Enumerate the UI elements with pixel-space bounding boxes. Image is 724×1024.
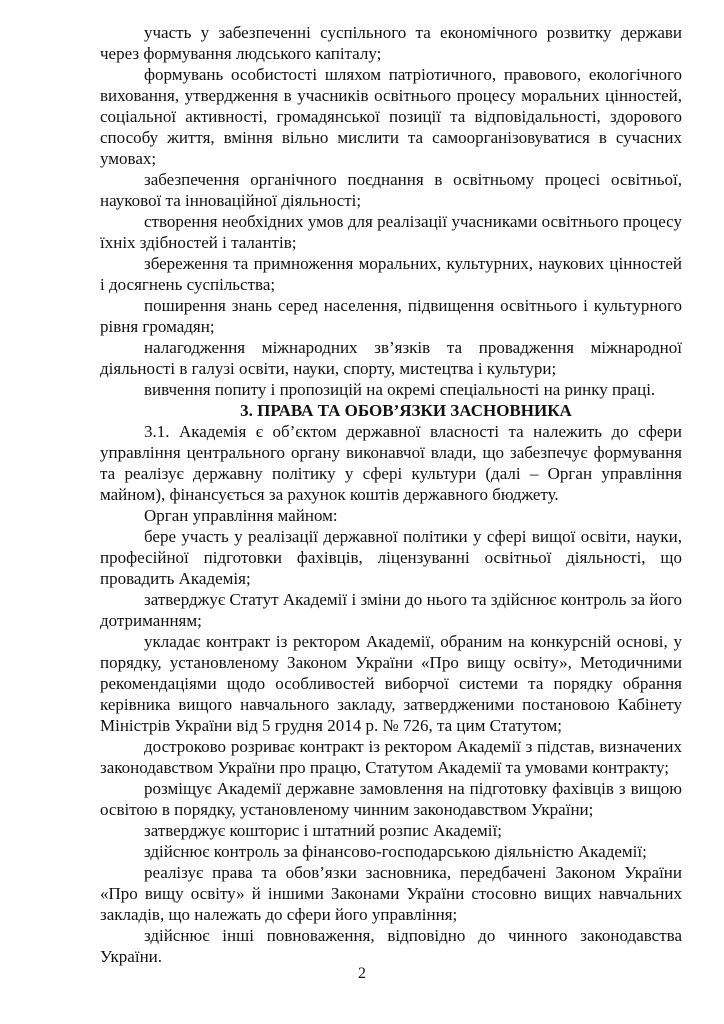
paragraph: вивчення попиту і пропозицій на окремі спеціальності на ринку праці.: [144, 380, 656, 399]
paragraph: поширення знань серед населення, підвищення освітнього і культурного рівня громадян;: [100, 296, 682, 336]
paragraph: бере участь у реалізації державної політики у сфері вищої освіти, науки, професійної підготовки фахівців, ліцензуванні освітньої діяльності, що провадить Академія;: [100, 527, 682, 588]
paragraph: 3.1. Академія є об’єктом державної власності та належить до сфери управління центрального органу виконавчої влади, що забезпечує формування та реалізує державну політику у сфері культури (далі – Орган управління майном), фінансується за рахунок коштів державного бюджету.: [100, 422, 682, 504]
page-number: 2: [358, 965, 366, 982]
paragraph: реалізує права та обов’язки засновника, передбачені Законом України «Про вищу освіту» й іншими Законами України стосовно вищих навчальних закладів, що належать до сфери його управління;: [100, 863, 682, 924]
paragraph: здійснює контроль за фінансово-господарською діяльністю Академії;: [144, 842, 647, 861]
paragraph: здійснює інші повноваження, відповідно до чинного законодавства України.: [100, 926, 682, 966]
paragraph: участь у забезпеченні суспільного та економічного розвитку держави через формування людського капіталу;: [100, 23, 682, 63]
document-page: [100, 22, 682, 967]
paragraph: забезпечення органічного поєднання в освітньому процесі освітньої, наукової та інноваційної діяльності;: [100, 170, 682, 210]
paragraph: створення необхідних умов для реалізації учасниками освітнього процесу їхніх здібностей і талантів;: [100, 212, 682, 252]
paragraph: збереження та примноження моральних, культурних, наукових цінностей і досягнень суспільства;: [100, 254, 682, 294]
paragraph: затверджує Статут Академії і зміни до нього та здійснює контроль за його дотриманням;: [100, 590, 682, 630]
paragraph: достроково розриває контракт із ректором Академії з підстав, визначених законодавством України про працю, Статутом Академії та умовами контракту;: [100, 737, 682, 777]
paragraph: розміщує Академії державне замовлення на підготовку фахівців з вищою освітою в порядку, установленому чинним законодавством України;: [100, 779, 682, 819]
section-heading: 3. ПРАВА ТА ОБОВ’ЯЗКИ ЗАСНОВНИКА: [240, 401, 572, 420]
paragraph: Орган управління майном:: [144, 506, 338, 525]
paragraph: затверджує кошторис і штатний розпис Академії;: [144, 821, 502, 840]
paragraph: формувань особистості шляхом патріотичного, правового, екологічного виховання, утвердження в учасників освітнього процесу моральних цінностей, соціальної активності, громадянської позиції та відповідальності, здорового способу життя, вміння вільно мислити та самоорганізовуватися в сучасних умовах;: [100, 65, 682, 168]
paragraph: налагодження міжнародних зв’язків та провадження міжнародної діяльності в галузі освіти, науки, спорту, мистецтва і культури;: [100, 338, 682, 378]
paragraph: укладає контракт із ректором Академії, обраним на конкурсній основі, у порядку, установленому Законом України «Про вищу освіту», Методичними рекомендаціями щодо особливостей виборчої системи та порядку обрання керівника вищого навчального закладу, затвердженими постановою Кабінету Міністрів України від 5 грудня 2014 р. № 726, та цим Статутом;: [100, 632, 682, 735]
